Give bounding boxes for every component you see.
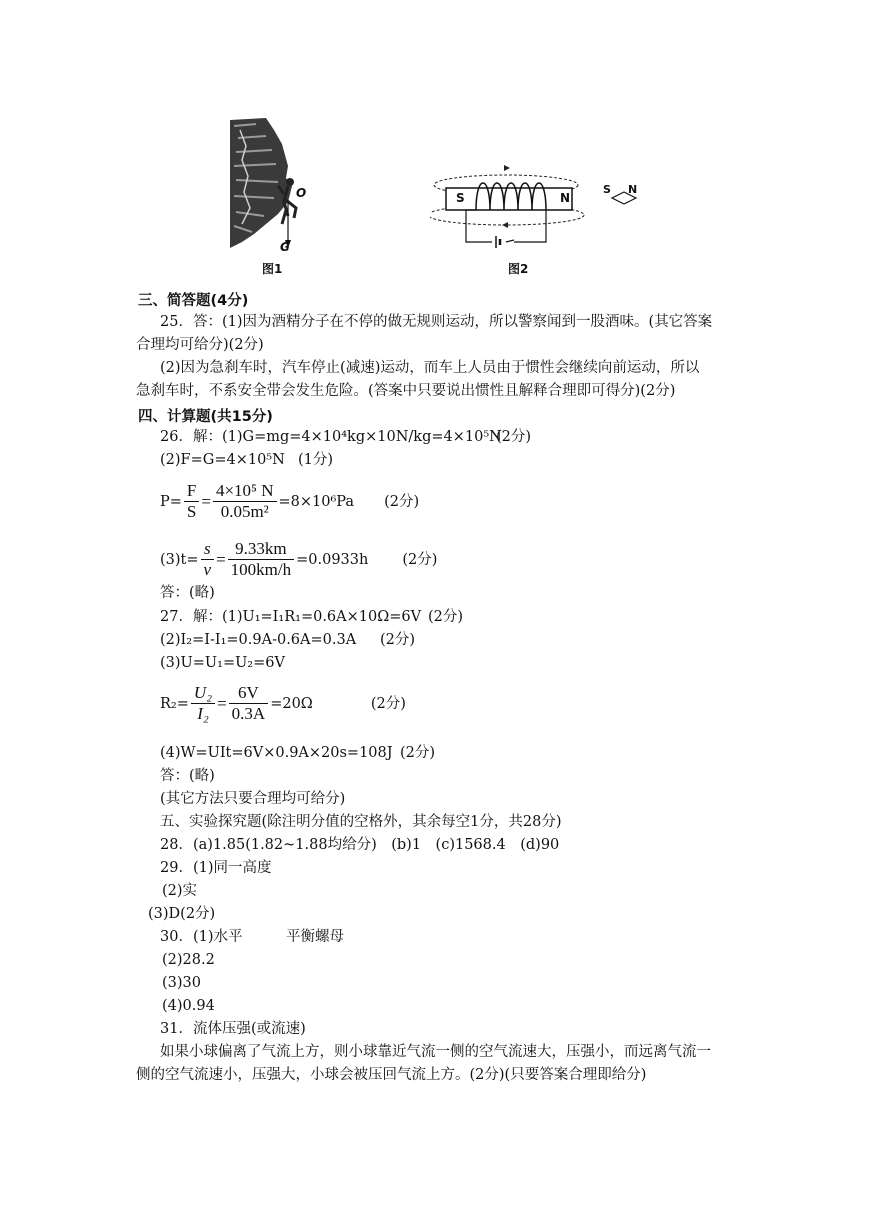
figure-1 (226, 116, 326, 276)
q27-line-4: (4)W=UIt=6V×0.9A×20s=108J (160, 745, 393, 761)
equals-sign: = (217, 693, 227, 713)
q26-t-score: (2分) (402, 551, 438, 568)
q31-line-3: 侧的空气流速小，压强大，小球会被压回气流上方。(2分)(只要答案合理即给分) (136, 1067, 647, 1083)
q29-part-1: 29．(1)同一高度 (160, 860, 272, 876)
fig2-magnet-s: S (456, 191, 465, 205)
q25-line-3: (2)因为急刹车时，汽车停止(减速)运动，而车上人员由于惯性会继续向前运动，所以 (160, 360, 700, 376)
fig1-point-o: O (296, 186, 307, 200)
q26-p-result: =8×10⁶Pa (278, 493, 355, 510)
q27-line-1: 27．解：(1)U₁=I₁R₁=0.6A×10Ω=6V (160, 609, 422, 625)
q27-r-score: (2分) (370, 695, 406, 712)
equals-sign: = (216, 549, 226, 569)
q26-p-den2: 0.05m² (220, 502, 269, 521)
q26-p-prefix: P= (160, 493, 182, 510)
q26-p-fraction-1 (184, 482, 199, 521)
figure-2 (430, 160, 660, 260)
q27-line-2-score: (2分) (380, 632, 416, 648)
q30-part-2: (2)28.2 (162, 952, 215, 968)
q26-answer: 答：(略) (160, 585, 215, 601)
q27-r-num: U₂ (191, 684, 215, 704)
q27-r-num2: 6V (229, 684, 269, 704)
q27-line-4-score: (2分) (400, 745, 436, 761)
q30-part-4: (4)0.94 (162, 998, 215, 1014)
q27-r-prefix: R₂= (160, 695, 189, 712)
q26-t-fraction-2 (228, 540, 294, 579)
q25-line-4: 急刹车时，不系安全带会发生危险。(答案中只要说出惯性且解释合理即可得分)(2分) (136, 383, 676, 399)
section-5-heading: 五、实验探究题(除注明分值的空格外，其余每空1分，共28分) (160, 814, 562, 830)
section-4-heading: 四、计算题(共15分) (138, 409, 273, 425)
q26-t-result: =0.0933h (296, 551, 369, 568)
fig2-needle-s: S (603, 183, 611, 196)
fig2-label: 图2 (508, 262, 529, 276)
q31-line-2: 如果小球偏离了气流上方，则小球靠近气流一侧的空气流速大，压强小，而远离气流一 (160, 1044, 711, 1060)
q26-t-prefix: (3)t= (160, 551, 199, 568)
q26-p-den: S (186, 502, 197, 521)
q30-part-3: (3)30 (162, 975, 201, 991)
q25-line-1: 25．答：(1)因为酒精分子在不停的做无规则运动，所以警察闻到一股酒味。(其它答案 (160, 314, 713, 330)
fig1-point-g: G (280, 240, 290, 254)
q27-r-fraction-1 (191, 684, 215, 723)
fig1-label: 图1 (262, 262, 283, 276)
q26-line-2: (2)F=G=4×10⁵N (160, 452, 285, 468)
q27-answer: 答：(略) (160, 768, 215, 784)
q27-r-fraction-2 (229, 684, 269, 723)
q26-t-fraction-1 (201, 540, 215, 579)
q26-pressure-formula (160, 482, 419, 521)
q27-resistance-formula (160, 684, 406, 723)
q27-r-den: I₂ (197, 704, 209, 723)
q26-line-1-score: (2分) (496, 429, 532, 445)
q26-p-fraction-2 (213, 482, 277, 521)
q28-answers: 28．(a)1.85(1.82~1.88均给分) (b)1 (c)1568.4 (d)90 (160, 837, 560, 853)
q29-part-2: (2)实 (162, 883, 198, 899)
q26-line-2-score: (1分) (298, 452, 334, 468)
q27-line-2: (2)I₂=I-I₁=0.9A-0.6A=0.3A (160, 632, 357, 648)
q26-p-num: F (184, 482, 199, 502)
q27-r-result: =20Ω (270, 695, 313, 712)
cliff-climber-illustration (226, 116, 326, 276)
q29-part-3: (3)D(2分) (148, 906, 216, 922)
q27-line-3: (3)U=U₁=U₂=6V (160, 655, 285, 671)
q27-note: (其它方法只要合理均可给分) (160, 791, 346, 807)
q26-t-num2: 9.33km (228, 540, 294, 560)
fig2-needle-n: N (628, 183, 638, 196)
q27-line-1-score: (2分) (428, 609, 464, 625)
q26-t-den: v (203, 560, 212, 579)
q26-line-1: 26．解：(1)G=mg=4×10⁴kg×10N/kg=4×10⁵N (160, 429, 502, 445)
q26-time-formula (160, 540, 437, 579)
q26-t-num: s (201, 540, 215, 560)
q31-line-1: 31．流体压强(或流速) (160, 1021, 306, 1037)
equals-sign: = (201, 491, 211, 511)
q30-part-1: 30．(1)水平 平衡螺母 (160, 929, 344, 945)
q25-line-2: 合理均可给分)(2分) (136, 337, 264, 353)
q26-p-num2: 4×10⁵ N (213, 482, 277, 502)
solenoid-field-diagram (430, 160, 660, 260)
q26-p-score: (2分) (384, 493, 420, 510)
section-3-heading: 三、简答题(4分) (138, 293, 249, 309)
q27-r-den2: 0.3A (231, 704, 266, 723)
q26-t-den2: 100km/h (230, 560, 292, 579)
fig2-magnet-n: N (560, 191, 571, 205)
